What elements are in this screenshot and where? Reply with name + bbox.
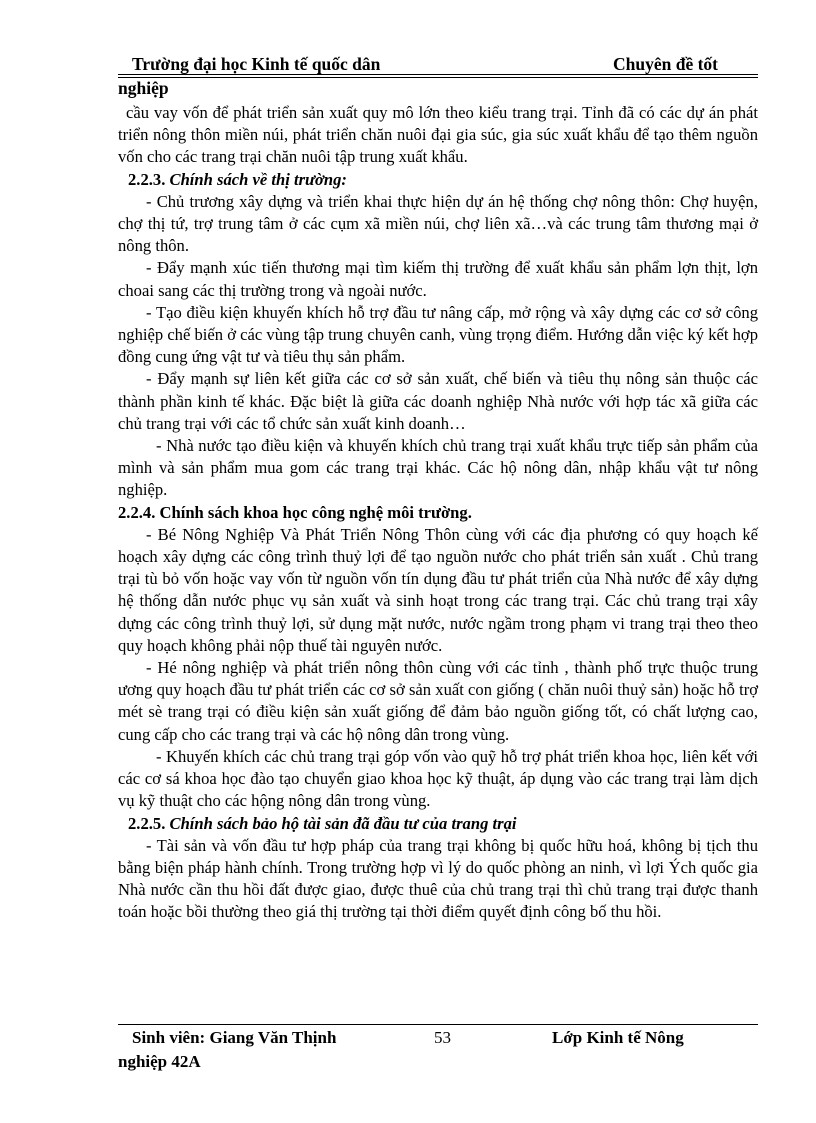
- footer-class: Lớp Kinh tế Nông: [552, 1028, 684, 1047]
- section-title: Chính sách khoa học công nghệ môi trường.: [159, 502, 472, 522]
- footer-continuation: nghiệp 42A: [118, 1052, 201, 1071]
- section-number: 2.2.3.: [128, 169, 166, 189]
- paragraph: - Hé nông nghiệp và phát triển nông thôn cùng với các tỉnh , thành phố trực thuộc trung ương quy hoạch đầu tư phát triển các cơ sở sản xuất con giống ( chăn nuôi thuỷ sản) hoặc hỗ trợ mét sè trang trại có điều kiện sản xuất giống để đảm bảo nguồn giống tốt, có chất lượng cao, cung cấp cho các trang trại và các hộ nông dân trong vùng.: [118, 658, 758, 744]
- header-continuation: nghiệp: [118, 78, 169, 98]
- section-number: 2.2.5.: [128, 813, 166, 833]
- paragraph: - Đẩy mạnh xúc tiến thương mại tìm kiếm thị trường để xuất khẩu sản phẩm lợn thịt, lợn choai sang các thị trường trong và ngoài nước.: [118, 258, 758, 300]
- footer-rule: [118, 1024, 758, 1025]
- section-title: Chính sách về thị trường:: [169, 169, 347, 189]
- paragraph: - Đẩy mạnh sự liên kết giữa các cơ sở sản xuất, chế biến và tiêu thụ nông sản thuộc các thành phần kinh tế khác. Đặc biệt là giữa các doanh nghiệp Nhà nước với hợp tác xã giữa các chủ trang trại với các tổ chức sản xuất kinh doanh…: [118, 369, 758, 433]
- paragraph: - Nhà nước tạo điều kiện và khuyến khích chủ trang trại xuất khẩu trực tiếp sản phẩm của mình và sản phẩm mua gom các trang trại khác. Các hộ nông dân, nhập khẩu vật tư nông nghiệp.: [118, 436, 758, 500]
- paragraph: - Khuyến khích các chủ trang trại góp vốn vào quỹ hỗ trợ phát triển khoa học, liên kết với các cơ sá khoa học đào tạo chuyển giao khoa học kỹ thuật, áp dụng vào các trang trại làm dịch vụ kỹ thuật cho các hộng nông dân trong vùng.: [118, 746, 758, 811]
- section-number: 2.2.4.: [118, 502, 156, 522]
- footer-student: Sinh viên: Giang Văn Thịnh: [132, 1028, 337, 1047]
- paragraph: - Tài sản và vốn đầu tư hợp pháp của trang trại không bị quốc hữu hoá, không bị tịch thu bằng biện pháp hành chính. Trong trường hợp vì lý do quốc phòng an ninh, vì lợi Ých quốc gia Nhà nước cần thu hồi đất được giao, được thuê của chủ trang trại thì chủ trang trại được thanh toán hoặc bồi thường theo giá thị trường tại thời điểm quyết định công bố thu hồi.: [118, 835, 758, 922]
- page-body: [118, 102, 758, 924]
- header-rule: [118, 74, 758, 75]
- paragraph: - Chủ trương xây dựng và triển khai thực hiện dự án hệ thống chợ nông thôn: Chợ huyện, chợ thị tứ, trợ trung tâm ở các cụm xã miền núi, chợ liên xã…và các trung tâm thương mại ở nông thôn.: [118, 191, 758, 256]
- paragraph: cầu vay vốn để phát triển sản xuất quy mô lớn theo kiểu trang trại. Tỉnh đã có các dự án phát triển nông thôn miền núi, phát triển chăn nuôi đại gia súc, gia súc xuất khẩu để tạo thêm nguồn vốn cho các trang trại chăn nuôi tập trung xuất khẩu.: [118, 103, 758, 167]
- section-heading-2-2-5: [118, 813, 758, 835]
- header-rule-double: [118, 77, 758, 78]
- page-number: 53: [434, 1028, 451, 1047]
- section-heading-2-2-3: [118, 169, 758, 191]
- paragraph: - Tạo điều kiện khuyến khích hỗ trợ đầu tư nâng cấp, mở rộng và xây dựng các cơ sở công nghiệp chế biến ở các vùng tập trung chuyên canh, vùng trọng điểm. Hướng dẫn việc ký kết hợp đồng cung ứng vật tư và tiêu thụ sản phẩm.: [118, 302, 758, 367]
- header-university: Trường đại học Kinh tế quốc dân: [132, 54, 381, 74]
- paragraph: - Bé Nông Nghiệp Và Phát Triển Nông Thôn cùng với các địa phương có quy hoạch kế hoạch xây dựng các công trình thuỷ lợi để tạo nguồn nước cho phát triển sản xuất . Chủ trang trại tù bỏ vốn hoặc vay vốn từ nguồn vốn tín dụng đầu tư phát triển của Nhà nước để xây dựng hệ thống dẫn nước phục vụ sản xuất và sinh hoạt trong các trang trại. Các chủ trang trại xây dựng các công trình thuỷ lợi, sử dụng mặt nước, nước ngầm trong phạm vi trang trại theo theo quy hoạch không phải nộp thuế tài nguyên nước.: [118, 524, 758, 655]
- page-header: [118, 50, 758, 76]
- header-report-type: Chuyên đề tốt: [612, 54, 718, 74]
- section-title: Chính sách bảo hộ tài sản đã đầu tư của trang trại: [169, 813, 517, 833]
- section-heading-2-2-4: [118, 502, 758, 524]
